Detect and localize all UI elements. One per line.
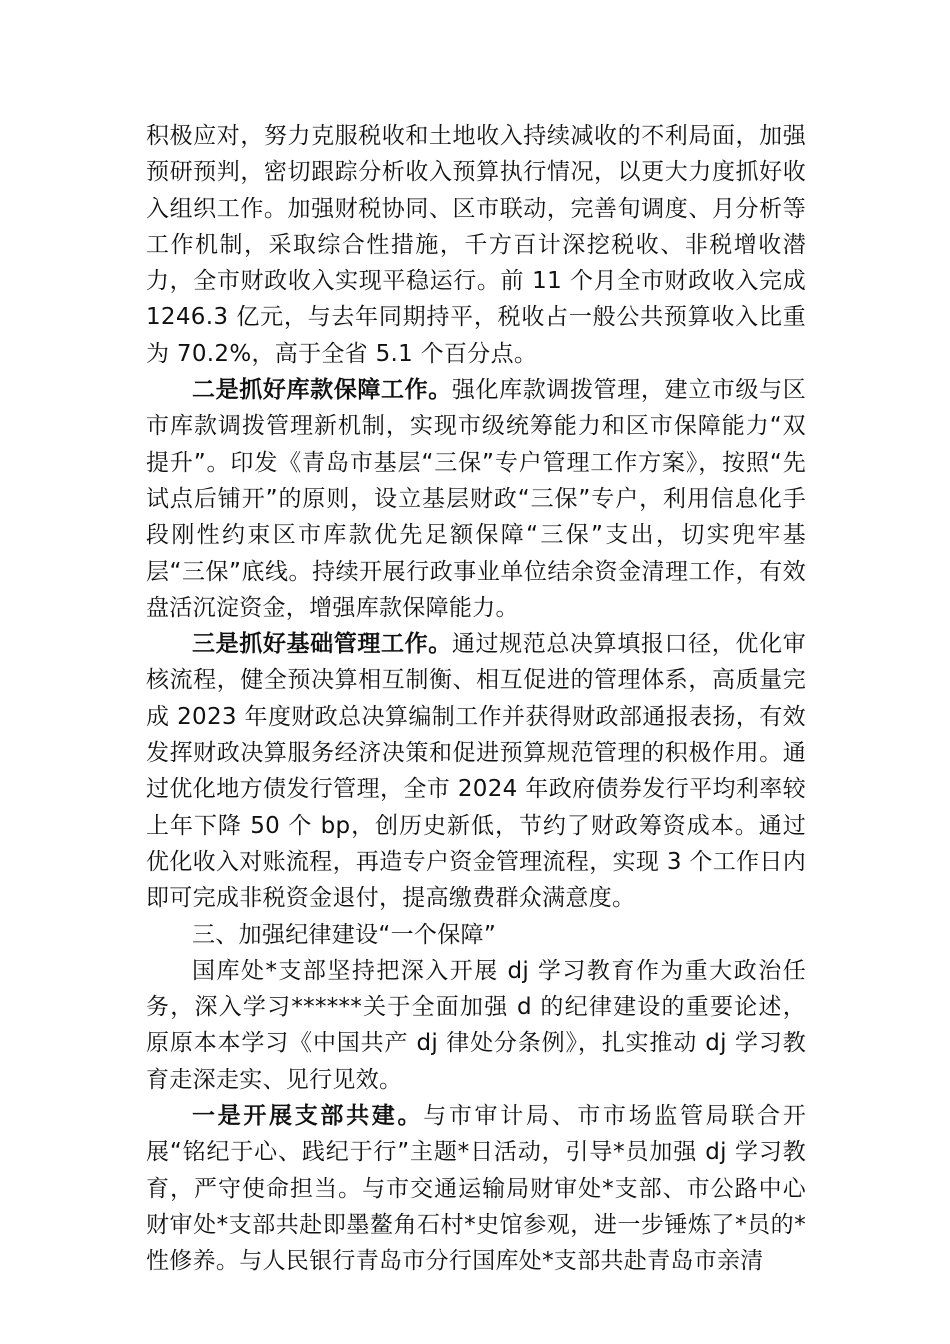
paragraph-text: 积极应对，努力克服税收和土地收入持续减收的不利局面，加强预研预判，密切跟踪分析收入预算执行情况，以更大力度抓好收入组织工作。加强财税协同、区市联动，完善旬调度、月分析等工作机制，采取综合性措施，千方百计深挖税收、非税增收潜力，全市财政收入实现平稳运行。前 11 个月全市财政收入完成 1246.3 亿元，与去年同期持平，税收占一般公共预算收入比重为 70.2%，高于全省 5.1 个百分点。 [146, 123, 806, 367]
paragraph-text: 强化库款调拨管理，建立市级与区市库款调拨管理新机制，实现市级统筹能力和区市保障能力“双提升”。印发《青岛市基层“三保”专户管理工作方案》，按照“先试点后铺开”的原则，设立基层财政“三保”专户，利用信息化手段刚性约束区市库款优先足额保障“三保”支出，切实兜牢基层“三保”底线。持续开展行政事业单位结余资金清理工作，有效盘活沉淀资金，增强库款保障能力。 [146, 377, 806, 621]
paragraph-branch-cobuild [146, 1098, 806, 1279]
paragraph-lead: 一是开展支部共建。 [192, 1103, 424, 1130]
paragraph-lead: 二是抓好库款保障工作。 [192, 377, 452, 404]
paragraph-lead: 三是抓好基础管理工作。 [192, 631, 452, 658]
section-heading [146, 917, 806, 953]
document-page [146, 118, 806, 1280]
paragraph-text: 国库处*支部坚持把深入开展 dj 学习教育作为重大政治任务，深入学习******关于全面加强 d 的纪律建设的重要论述，原原本本学习《中国共产 dj 律处分条例》，扎实推动 dj 学习教育走深走实、见行见效。 [146, 957, 806, 1093]
paragraph-text: 通过规范总决算填报口径，优化审核流程，健全预决算相互制衡、相互促进的管理体系，高质量完成 2023 年度财政总决算编制工作并获得财政部通报表扬，有效发挥财政决算服务经济决策和促进预算规范管理的积极作用。通过优化地方债发行管理，全市 2024 年政府债券发行平均利率较上年下降 50 个 bp，创历史新低，节约了财政筹资成本。通过优化收入对账流程，再造专户资金管理流程，实现 3 个工作日内即可完成非税资金退付，提高缴费群众满意度。 [146, 631, 806, 912]
section-heading-text: 三、加强纪律建设“一个保障” [192, 921, 497, 948]
paragraph-text: 与市审计局、市市场监管局联合开展“铭纪于心、践纪于行”主题*日活动，引导*员加强 dj 学习教育，严守使命担当。与市交通运输局财审处*支部、市公路中心财审处*支部共赴即墨鳌角石村*史馆参观，进一步锤炼了*员的*性修养。与人民银行青岛市分行国库处*支部共赴青岛市亲清 [146, 1103, 807, 1275]
paragraph-revenue [146, 118, 806, 372]
paragraph-discipline-intro [146, 953, 806, 1098]
paragraph-treasury-funds [146, 372, 806, 626]
paragraph-basic-management [146, 626, 806, 916]
